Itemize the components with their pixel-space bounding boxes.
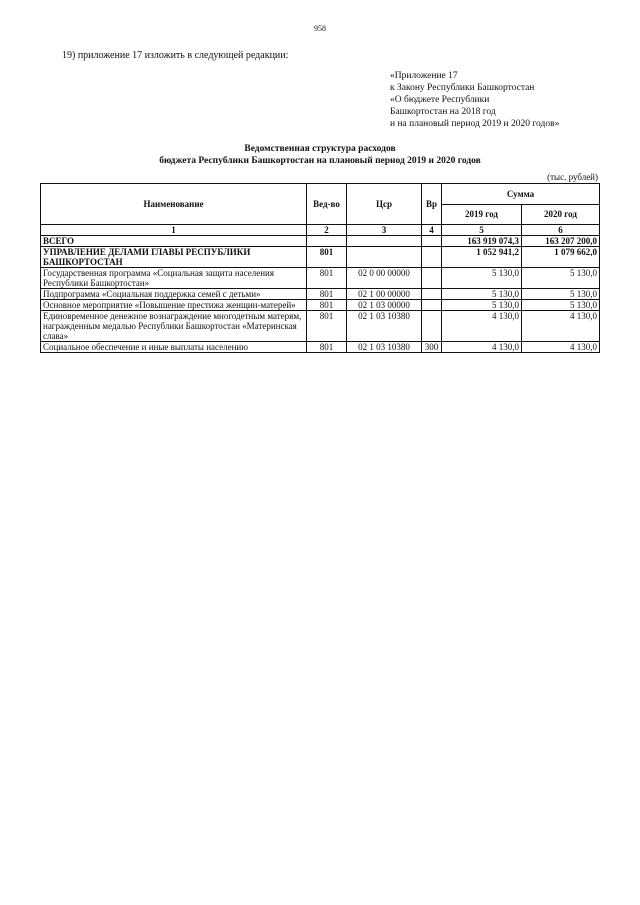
row-vr — [422, 311, 442, 342]
appendix-line: Башкортостан на 2018 год — [390, 107, 496, 117]
row-name: Социальное обеспечение и иные выплаты населению — [41, 342, 307, 353]
document-title — [0, 143, 640, 167]
appendix-line: «О бюджете Республики — [390, 95, 490, 105]
row-sum-2020: 4 130,0 — [522, 311, 600, 342]
units-label: (тыс. рублей) — [547, 172, 598, 182]
header-vr: Вр — [422, 184, 442, 225]
row-sum-2020: 5 130,0 — [522, 300, 600, 311]
column-numbers-row — [41, 225, 600, 236]
column-number: 2 — [307, 225, 347, 236]
row-vr — [422, 236, 442, 247]
row-sum-2020: 5 130,0 — [522, 289, 600, 300]
table-row — [41, 289, 600, 300]
row-ved: 801 — [307, 247, 347, 268]
row-csr: 02 0 00 00000 — [347, 268, 422, 289]
row-sum-2020: 5 130,0 — [522, 268, 600, 289]
table-row — [41, 342, 600, 353]
row-name: Подпрограмма «Социальная поддержка семей с детьми» — [41, 289, 307, 300]
title-line: Ведомственная структура расходов — [244, 144, 396, 154]
row-sum-2020: 163 207 200,0 — [522, 236, 600, 247]
row-name: Государственная программа «Социальная защита населения Республики Башкортостан» — [41, 268, 307, 289]
row-vr — [422, 268, 442, 289]
row-vr — [422, 247, 442, 268]
column-number: 4 — [422, 225, 442, 236]
row-ved: 801 — [307, 289, 347, 300]
row-vr — [422, 289, 442, 300]
header-csr: Цср — [347, 184, 422, 225]
row-sum-2019: 1 052 941,2 — [442, 247, 522, 268]
header-2020: 2020 год — [522, 204, 600, 225]
header-ved: Вед-во — [307, 184, 347, 225]
row-csr: 02 1 03 10380 — [347, 342, 422, 353]
row-sum-2019: 4 130,0 — [442, 311, 522, 342]
header-name: Наименование — [41, 184, 307, 225]
row-sum-2020: 1 079 662,0 — [522, 247, 600, 268]
row-csr — [347, 236, 422, 247]
row-csr: 02 1 03 00000 — [347, 300, 422, 311]
row-name: Единовременное денежное вознаграждение многодетным матерям, награжденным медалью Республики Башкортостан «Материнская слава» — [41, 311, 307, 342]
page-number: 958 — [314, 24, 326, 33]
row-name: УПРАВЛЕНИЕ ДЕЛАМИ ГЛАВЫ РЕСПУБЛИКИ БАШКОРТОСТАН — [41, 247, 307, 268]
row-vr: 300 — [422, 342, 442, 353]
row-csr — [347, 247, 422, 268]
row-sum-2019: 163 919 074,3 — [442, 236, 522, 247]
appendix-line: к Закону Республики Башкортостан — [390, 83, 535, 93]
row-name: Основное мероприятие «Повышение престижа женщин-матерей» — [41, 300, 307, 311]
header-sum: Сумма — [442, 184, 600, 205]
appendix-line: «Приложение 17 — [390, 71, 458, 81]
row-ved: 801 — [307, 311, 347, 342]
amendment-instruction: 19) приложение 17 изложить в следующей редакции: — [62, 50, 289, 61]
column-number: 3 — [347, 225, 422, 236]
row-ved: 801 — [307, 342, 347, 353]
row-sum-2019: 5 130,0 — [442, 300, 522, 311]
table-row — [41, 247, 600, 268]
row-sum-2020: 4 130,0 — [522, 342, 600, 353]
appendix-line: и на плановый период 2019 и 2020 годов» — [390, 119, 560, 129]
appendix-header — [390, 70, 559, 130]
column-number: 6 — [522, 225, 600, 236]
table-row — [41, 311, 600, 342]
row-vr — [422, 300, 442, 311]
row-csr: 02 1 03 10380 — [347, 311, 422, 342]
table-row — [41, 236, 600, 247]
column-number: 1 — [41, 225, 307, 236]
row-sum-2019: 5 130,0 — [442, 289, 522, 300]
row-ved: 801 — [307, 300, 347, 311]
table-row — [41, 268, 600, 289]
budget-table — [40, 183, 600, 353]
row-sum-2019: 5 130,0 — [442, 268, 522, 289]
row-ved: 801 — [307, 268, 347, 289]
row-name: ВСЕГО — [41, 236, 307, 247]
row-sum-2019: 4 130,0 — [442, 342, 522, 353]
column-number: 5 — [442, 225, 522, 236]
row-ved — [307, 236, 347, 247]
table-row — [41, 300, 600, 311]
header-2019: 2019 год — [442, 204, 522, 225]
row-csr: 02 1 00 00000 — [347, 289, 422, 300]
title-line: бюджета Республики Башкортостан на плановый период 2019 и 2020 годов — [159, 156, 481, 166]
